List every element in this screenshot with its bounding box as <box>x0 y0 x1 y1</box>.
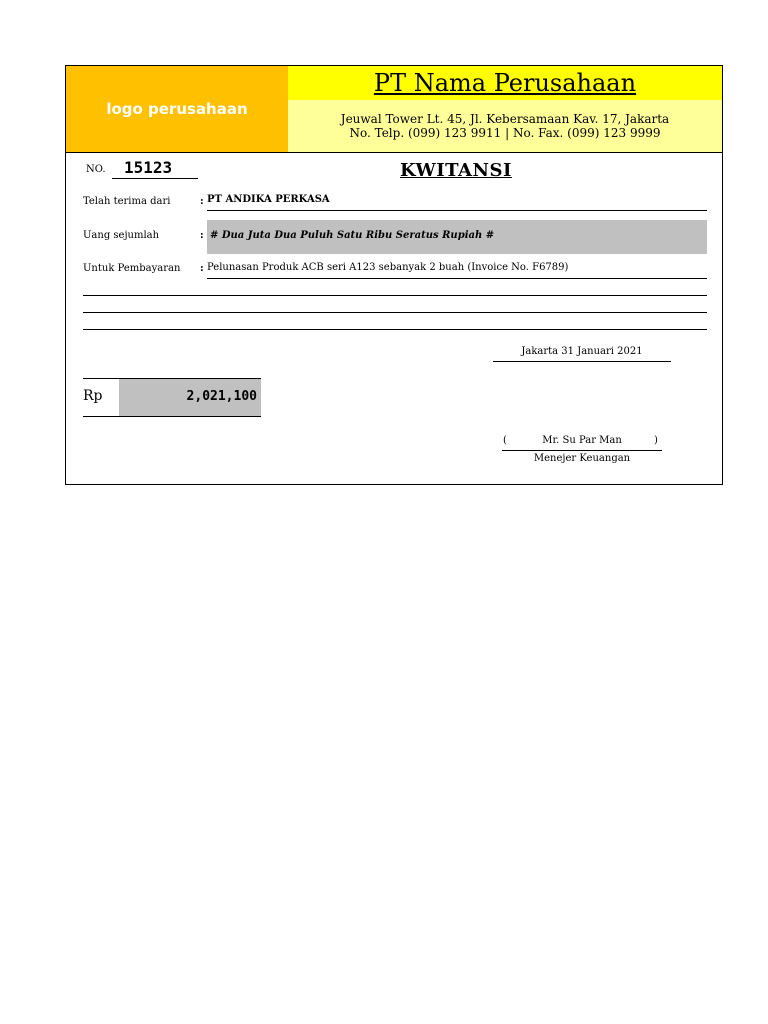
blank-line <box>83 295 707 296</box>
receipt-header <box>66 66 722 153</box>
signatory-name: Mr. Su Par Man <box>542 435 622 446</box>
blank-line <box>83 329 707 330</box>
address-line: Jeuwal Tower Lt. 45, Jl. Kebersamaan Kav. 17, Jakarta <box>340 112 670 126</box>
amount-value: 2,021,100 <box>186 389 257 404</box>
colon: : <box>200 230 204 241</box>
signatory-title: Menejer Keuangan <box>533 453 631 464</box>
amount-words-value: # Dua Juta Dua Puluh Satu Ribu Seratus Rupiah # <box>210 230 495 241</box>
company-name-box <box>288 66 722 100</box>
amount-words-label: Uang sejumlah <box>83 230 160 241</box>
company-address <box>288 100 722 152</box>
colon: : <box>200 263 204 274</box>
date-underline <box>493 361 671 362</box>
currency-label: Rp <box>83 388 103 404</box>
receipt-title: KWITANSI <box>400 160 512 181</box>
signature-open-paren: ( <box>503 435 507 446</box>
received-from-value: PT ANDIKA PERKASA <box>207 194 707 211</box>
amount-bottom-border <box>83 416 261 417</box>
receipt <box>65 65 723 485</box>
colon: : <box>200 196 204 207</box>
payment-for-value: Pelunasan Produk ACB seri A123 sebanyak 2 buah (Invoice No. F6789) <box>207 262 707 279</box>
logo-text: logo perusahaan <box>106 100 248 118</box>
receipt-number: 15123 <box>112 158 198 179</box>
receipt-number-label: NO. <box>86 164 106 175</box>
signature-line <box>502 450 662 451</box>
company-logo <box>66 66 288 152</box>
received-from-label: Telah terima dari <box>83 196 171 207</box>
receipt-date: Jakarta 31 Januari 2021 <box>521 346 643 357</box>
blank-line <box>83 312 707 313</box>
signature-close-paren: ) <box>654 435 658 446</box>
payment-for-label: Untuk Pembayaran <box>83 263 181 274</box>
contact-line: No. Telp. (099) 123 9911 | No. Fax. (099) 123 9999 <box>349 126 661 140</box>
company-name: PT Nama Perusahaan <box>373 69 637 97</box>
